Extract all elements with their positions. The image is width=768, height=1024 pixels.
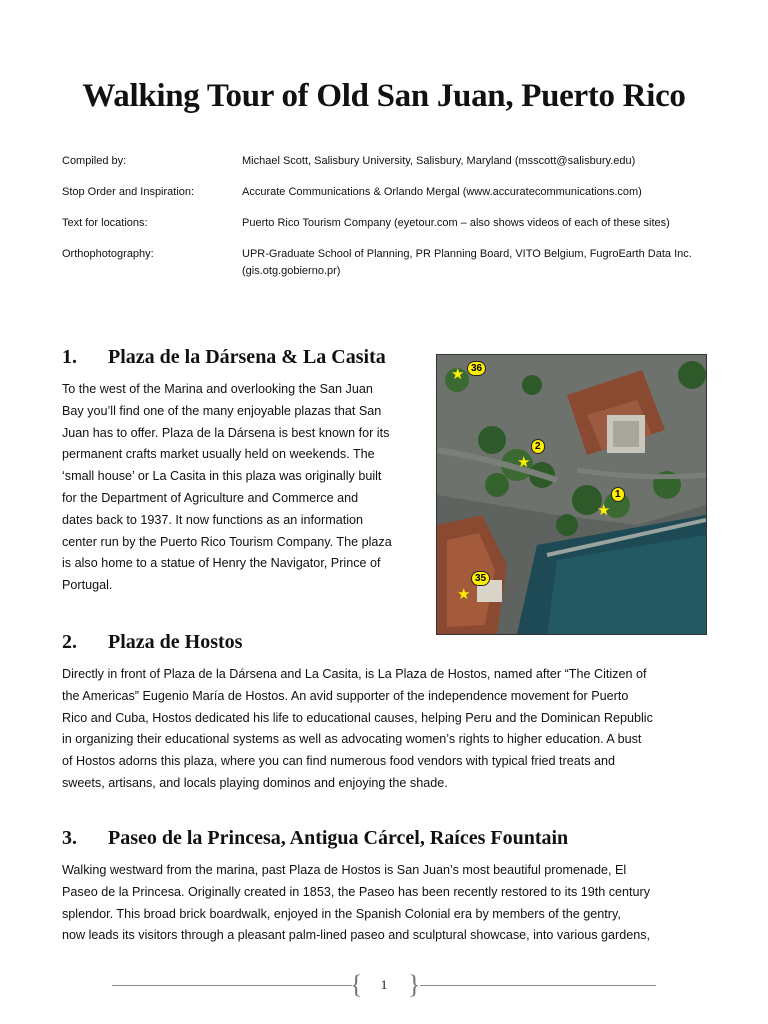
text-line: Bay you’ll find one of the many enjoyable plazas that San [62,403,382,418]
text-line: Portugal. [62,578,113,593]
text-line: sweets, artisans, and locals playing dominos and enjoying the shade. [62,775,448,790]
section-number: 1. [62,346,77,368]
credits-label: Text for locations: [62,217,148,229]
text-line: permanent crafts market usually held on weekends. The [62,447,375,462]
section-2-text [62,664,722,795]
star-marker-icon: ★ [517,454,531,471]
marker-label: 2 [531,439,545,454]
credits-table [62,153,722,294]
credits-value: Puerto Rico Tourism Company (eyetour.com – also shows videos of each of these sites) [242,217,670,229]
text-line: Walking westward from the marina, past Plaza de Hostos is San Juan’s most beautiful promenade, El [62,863,627,877]
page-number: 1 [380,977,388,992]
star-marker-icon: ★ [457,586,471,603]
section-number: 3. [62,827,77,849]
text-line: in organizing their educational systems as well as advocating women’s rights to higher education. A bust [62,732,642,747]
credits-label: Stop Order and Inspiration: [62,186,195,198]
credits-label: Orthophotography: [62,248,154,260]
text-line: center run by the Puerto Rico Tourism Company. The plaza [62,534,392,549]
left-bracket-icon: { [350,970,363,999]
marker-label: 36 [467,361,486,376]
credits-value: Accurate Communications & Orlando Mergal (www.accuratecommunications.com) [242,186,642,198]
footer-rule-left [112,985,352,986]
credits-row [62,153,722,170]
star-marker-icon: ★ [597,502,611,519]
text-line: splendor. This broad brick boardwalk, enjoyed in the Spanish Colonial era by members of the gentry, [62,906,621,921]
text-line: now leads its visitors through a pleasant palm-lined paseo and sculptural showcase, into various gardens, [62,928,651,943]
section-title: Plaza de Hostos [108,631,243,653]
text-line: for the Department of Agriculture and Commerce and [62,490,359,505]
text-line: is also home to a statue of Henry the Navigator, Prince of [62,556,381,571]
section-title: Plaza de la Dársena & La Casita [108,346,386,368]
text-line: Juan has to offer. Plaza de la Dársena is best known for its [62,425,390,440]
credits-row [62,215,722,232]
text-line: dates back to 1937. It now functions as an information [62,512,364,527]
credits-row [62,246,722,280]
section-heading-2 [62,631,242,654]
section-title: Paseo de la Princesa, Antigua Cárcel, Raíces Fountain [108,827,569,849]
aerial-map [436,354,707,635]
text-line: ‘small house’ or La Casita in this plaza was originally built [62,469,382,484]
star-marker-icon: ★ [451,366,465,383]
section-heading-1 [62,346,386,369]
text-line: of Hostos adorns this plaza, where you can find numerous food vendors with typical fried treats and [62,754,616,769]
credits-label: Compiled by: [62,155,127,167]
text-line: the Americas” Eugenio María de Hostos. An avid supporter of the independence movement for Puerto [62,688,629,703]
footer-rule-right [420,985,656,986]
text-line: Rico and Cuba, Hostos dedicated his life to educational causes, helping Peru and the Dominican Republic [62,710,653,725]
right-bracket-icon: } [408,970,421,999]
marker-label: 1 [611,487,625,502]
section-3-text [62,860,722,947]
marker-label: 35 [471,571,490,586]
page-footer [0,970,768,1000]
section-1-text [62,379,432,597]
section-heading-3 [62,827,568,850]
credits-row [62,184,722,201]
credits-value: Michael Scott, Salisbury University, Salisbury, Maryland (msscott@salisbury.edu) [242,155,636,167]
credits-value: UPR-Graduate School of Planning, PR Planning Board, VITO Belgium, FugroEarth Data Inc. (gis.otg.gobierno.pr) [242,248,692,277]
page-title: Walking Tour of Old San Juan, Puerto Rico [82,78,686,114]
section-number: 2. [62,631,77,653]
text-line: To the west of the Marina and overlooking the San Juan [62,382,373,396]
text-line: Directly in front of Plaza de la Dársena and La Casita, is La Plaza de Hostos, named after “The Citizen of [62,667,647,681]
text-line: Paseo de la Princesa. Originally created in 1853, the Paseo has been recently restored to its 19th century [62,884,651,899]
